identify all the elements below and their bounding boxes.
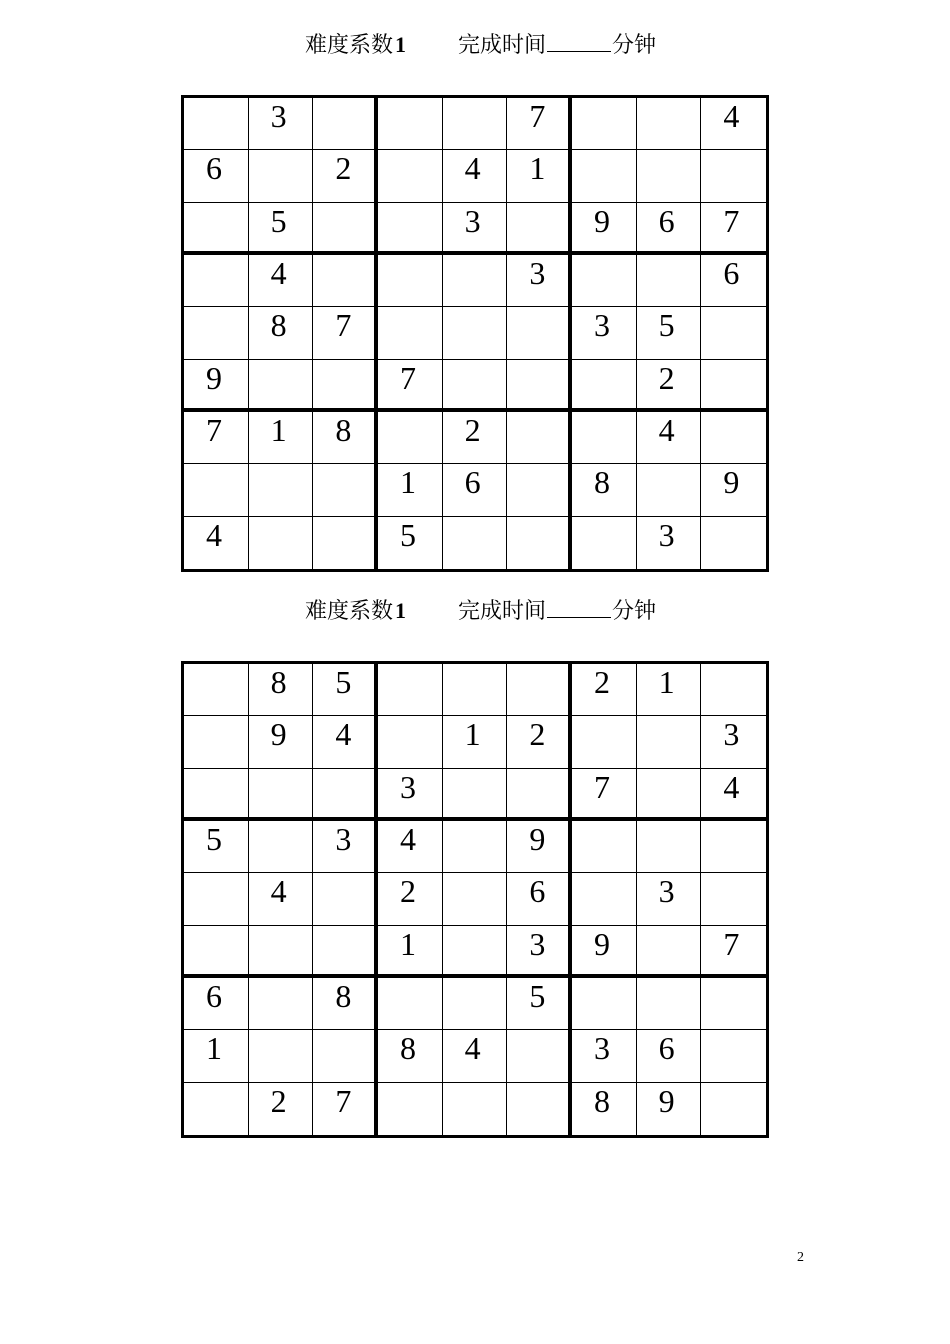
- empty-cell[interactable]: [572, 978, 637, 1030]
- empty-cell[interactable]: [701, 821, 766, 873]
- empty-cell[interactable]: [313, 203, 378, 255]
- empty-cell[interactable]: [378, 255, 443, 307]
- given-cell: 8: [249, 664, 314, 716]
- sudoku-grid-1: [181, 95, 769, 572]
- difficulty-label: 难度系数: [305, 598, 394, 623]
- given-cell: 3: [572, 307, 637, 359]
- difficulty-value: 1: [395, 598, 407, 623]
- given-cell: 4: [701, 98, 766, 150]
- given-cell: 8: [313, 978, 378, 1030]
- given-cell: 5: [313, 664, 378, 716]
- given-cell: 9: [637, 1083, 702, 1135]
- empty-cell[interactable]: [378, 716, 443, 768]
- empty-cell[interactable]: [507, 203, 572, 255]
- given-cell: 4: [443, 1030, 508, 1082]
- empty-cell[interactable]: [701, 873, 766, 925]
- given-cell: 4: [701, 769, 766, 821]
- puzzle-2-heading: [305, 594, 656, 625]
- given-cell: 4: [637, 412, 702, 464]
- empty-cell[interactable]: [443, 360, 508, 412]
- empty-cell[interactable]: [443, 978, 508, 1030]
- given-cell: 9: [249, 716, 314, 768]
- time-unit: 分钟: [612, 598, 657, 623]
- given-cell: 5: [184, 821, 249, 873]
- empty-cell[interactable]: [313, 360, 378, 412]
- given-cell: 2: [637, 360, 702, 412]
- empty-cell[interactable]: [701, 1083, 766, 1135]
- empty-cell[interactable]: [443, 255, 508, 307]
- given-cell: 3: [507, 926, 572, 978]
- given-cell: 5: [249, 203, 314, 255]
- empty-cell[interactable]: [184, 307, 249, 359]
- empty-cell[interactable]: [378, 412, 443, 464]
- empty-cell[interactable]: [249, 150, 314, 202]
- given-cell: 4: [378, 821, 443, 873]
- empty-cell[interactable]: [443, 873, 508, 925]
- given-cell: 4: [249, 255, 314, 307]
- empty-cell[interactable]: [443, 307, 508, 359]
- empty-cell[interactable]: [507, 360, 572, 412]
- empty-cell[interactable]: [637, 926, 702, 978]
- empty-cell[interactable]: [249, 464, 314, 516]
- empty-cell[interactable]: [443, 1083, 508, 1135]
- empty-cell[interactable]: [184, 255, 249, 307]
- empty-cell[interactable]: [507, 664, 572, 716]
- empty-cell[interactable]: [572, 821, 637, 873]
- empty-cell[interactable]: [572, 517, 637, 569]
- empty-cell[interactable]: [572, 716, 637, 768]
- empty-cell[interactable]: [249, 517, 314, 569]
- empty-cell[interactable]: [701, 307, 766, 359]
- empty-cell[interactable]: [184, 464, 249, 516]
- empty-cell[interactable]: [184, 203, 249, 255]
- empty-cell[interactable]: [313, 464, 378, 516]
- empty-cell[interactable]: [249, 978, 314, 1030]
- difficulty-label: 难度系数: [305, 32, 394, 57]
- empty-cell[interactable]: [443, 821, 508, 873]
- empty-cell[interactable]: [313, 517, 378, 569]
- given-cell: 3: [378, 769, 443, 821]
- given-cell: 2: [249, 1083, 314, 1135]
- empty-cell[interactable]: [443, 769, 508, 821]
- empty-cell[interactable]: [701, 517, 766, 569]
- empty-cell[interactable]: [637, 255, 702, 307]
- empty-cell[interactable]: [507, 412, 572, 464]
- given-cell: 6: [184, 150, 249, 202]
- given-cell: 3: [572, 1030, 637, 1082]
- empty-cell[interactable]: [249, 1030, 314, 1082]
- given-cell: 1: [507, 150, 572, 202]
- given-cell: 6: [507, 873, 572, 925]
- empty-cell[interactable]: [701, 360, 766, 412]
- given-cell: 6: [637, 1030, 702, 1082]
- empty-cell[interactable]: [378, 664, 443, 716]
- empty-cell[interactable]: [443, 926, 508, 978]
- given-cell: 9: [572, 203, 637, 255]
- given-cell: 9: [184, 360, 249, 412]
- empty-cell[interactable]: [637, 98, 702, 150]
- empty-cell[interactable]: [507, 464, 572, 516]
- empty-cell[interactable]: [313, 1030, 378, 1082]
- given-cell: 7: [313, 1083, 378, 1135]
- empty-cell[interactable]: [313, 873, 378, 925]
- puzzle-1-heading: [305, 28, 656, 59]
- empty-cell[interactable]: [249, 926, 314, 978]
- empty-cell[interactable]: [507, 1083, 572, 1135]
- empty-cell[interactable]: [701, 664, 766, 716]
- given-cell: 1: [637, 664, 702, 716]
- empty-cell[interactable]: [572, 98, 637, 150]
- given-cell: 8: [572, 1083, 637, 1135]
- time-blank[interactable]: [547, 33, 611, 52]
- empty-cell[interactable]: [572, 360, 637, 412]
- empty-cell[interactable]: [637, 821, 702, 873]
- given-cell: 3: [701, 716, 766, 768]
- empty-cell[interactable]: [507, 517, 572, 569]
- given-cell: 1: [249, 412, 314, 464]
- empty-cell[interactable]: [443, 664, 508, 716]
- empty-cell[interactable]: [572, 150, 637, 202]
- given-cell: 2: [507, 716, 572, 768]
- empty-cell[interactable]: [249, 769, 314, 821]
- given-cell: 6: [637, 203, 702, 255]
- empty-cell[interactable]: [637, 464, 702, 516]
- given-cell: 1: [378, 464, 443, 516]
- given-cell: 3: [313, 821, 378, 873]
- empty-cell[interactable]: [184, 716, 249, 768]
- given-cell: 4: [443, 150, 508, 202]
- given-cell: 3: [249, 98, 314, 150]
- given-cell: 3: [637, 517, 702, 569]
- given-cell: 3: [637, 873, 702, 925]
- given-cell: 6: [443, 464, 508, 516]
- given-cell: 1: [443, 716, 508, 768]
- given-cell: 9: [507, 821, 572, 873]
- empty-cell[interactable]: [637, 150, 702, 202]
- given-cell: 7: [507, 98, 572, 150]
- empty-cell[interactable]: [637, 769, 702, 821]
- empty-cell[interactable]: [443, 517, 508, 569]
- empty-cell[interactable]: [313, 926, 378, 978]
- page-number: 2: [797, 1250, 804, 1265]
- empty-cell[interactable]: [701, 978, 766, 1030]
- empty-cell[interactable]: [313, 769, 378, 821]
- empty-cell[interactable]: [184, 664, 249, 716]
- empty-cell[interactable]: [184, 1083, 249, 1135]
- given-cell: 5: [507, 978, 572, 1030]
- empty-cell[interactable]: [701, 1030, 766, 1082]
- time-unit: 分钟: [612, 32, 657, 57]
- given-cell: 4: [249, 873, 314, 925]
- empty-cell[interactable]: [637, 978, 702, 1030]
- empty-cell[interactable]: [249, 821, 314, 873]
- given-cell: 8: [378, 1030, 443, 1082]
- given-cell: 1: [378, 926, 443, 978]
- given-cell: 2: [313, 150, 378, 202]
- empty-cell[interactable]: [701, 150, 766, 202]
- empty-cell[interactable]: [184, 873, 249, 925]
- empty-cell[interactable]: [378, 1083, 443, 1135]
- time-label: 完成时间: [458, 598, 547, 623]
- given-cell: 8: [313, 412, 378, 464]
- given-cell: 8: [572, 464, 637, 516]
- given-cell: 4: [313, 716, 378, 768]
- empty-cell[interactable]: [637, 716, 702, 768]
- empty-cell[interactable]: [249, 360, 314, 412]
- given-cell: 3: [443, 203, 508, 255]
- given-cell: 5: [378, 517, 443, 569]
- time-blank[interactable]: [547, 599, 611, 618]
- given-cell: 3: [507, 255, 572, 307]
- given-cell: 7: [313, 307, 378, 359]
- empty-cell[interactable]: [378, 307, 443, 359]
- given-cell: 2: [572, 664, 637, 716]
- given-cell: 6: [701, 255, 766, 307]
- given-cell: 2: [443, 412, 508, 464]
- given-cell: 2: [378, 873, 443, 925]
- given-cell: 7: [184, 412, 249, 464]
- empty-cell[interactable]: [572, 873, 637, 925]
- empty-cell[interactable]: [184, 926, 249, 978]
- empty-cell[interactable]: [378, 203, 443, 255]
- empty-cell[interactable]: [701, 412, 766, 464]
- empty-cell[interactable]: [378, 98, 443, 150]
- time-label: 完成时间: [458, 32, 547, 57]
- empty-cell[interactable]: [313, 98, 378, 150]
- given-cell: 6: [184, 978, 249, 1030]
- empty-cell[interactable]: [184, 769, 249, 821]
- given-cell: 7: [572, 769, 637, 821]
- empty-cell[interactable]: [378, 150, 443, 202]
- given-cell: 7: [701, 203, 766, 255]
- empty-cell[interactable]: [443, 98, 508, 150]
- empty-cell[interactable]: [507, 769, 572, 821]
- empty-cell[interactable]: [378, 978, 443, 1030]
- given-cell: 7: [378, 360, 443, 412]
- given-cell: 7: [701, 926, 766, 978]
- difficulty-value: 1: [395, 32, 407, 57]
- given-cell: 1: [184, 1030, 249, 1082]
- given-cell: 8: [249, 307, 314, 359]
- given-cell: 9: [572, 926, 637, 978]
- empty-cell[interactable]: [572, 412, 637, 464]
- empty-cell[interactable]: [184, 98, 249, 150]
- empty-cell[interactable]: [507, 1030, 572, 1082]
- given-cell: 4: [184, 517, 249, 569]
- sudoku-grid-2: [181, 661, 769, 1138]
- given-cell: 5: [637, 307, 702, 359]
- empty-cell[interactable]: [507, 307, 572, 359]
- given-cell: 9: [701, 464, 766, 516]
- empty-cell[interactable]: [313, 255, 378, 307]
- empty-cell[interactable]: [572, 255, 637, 307]
